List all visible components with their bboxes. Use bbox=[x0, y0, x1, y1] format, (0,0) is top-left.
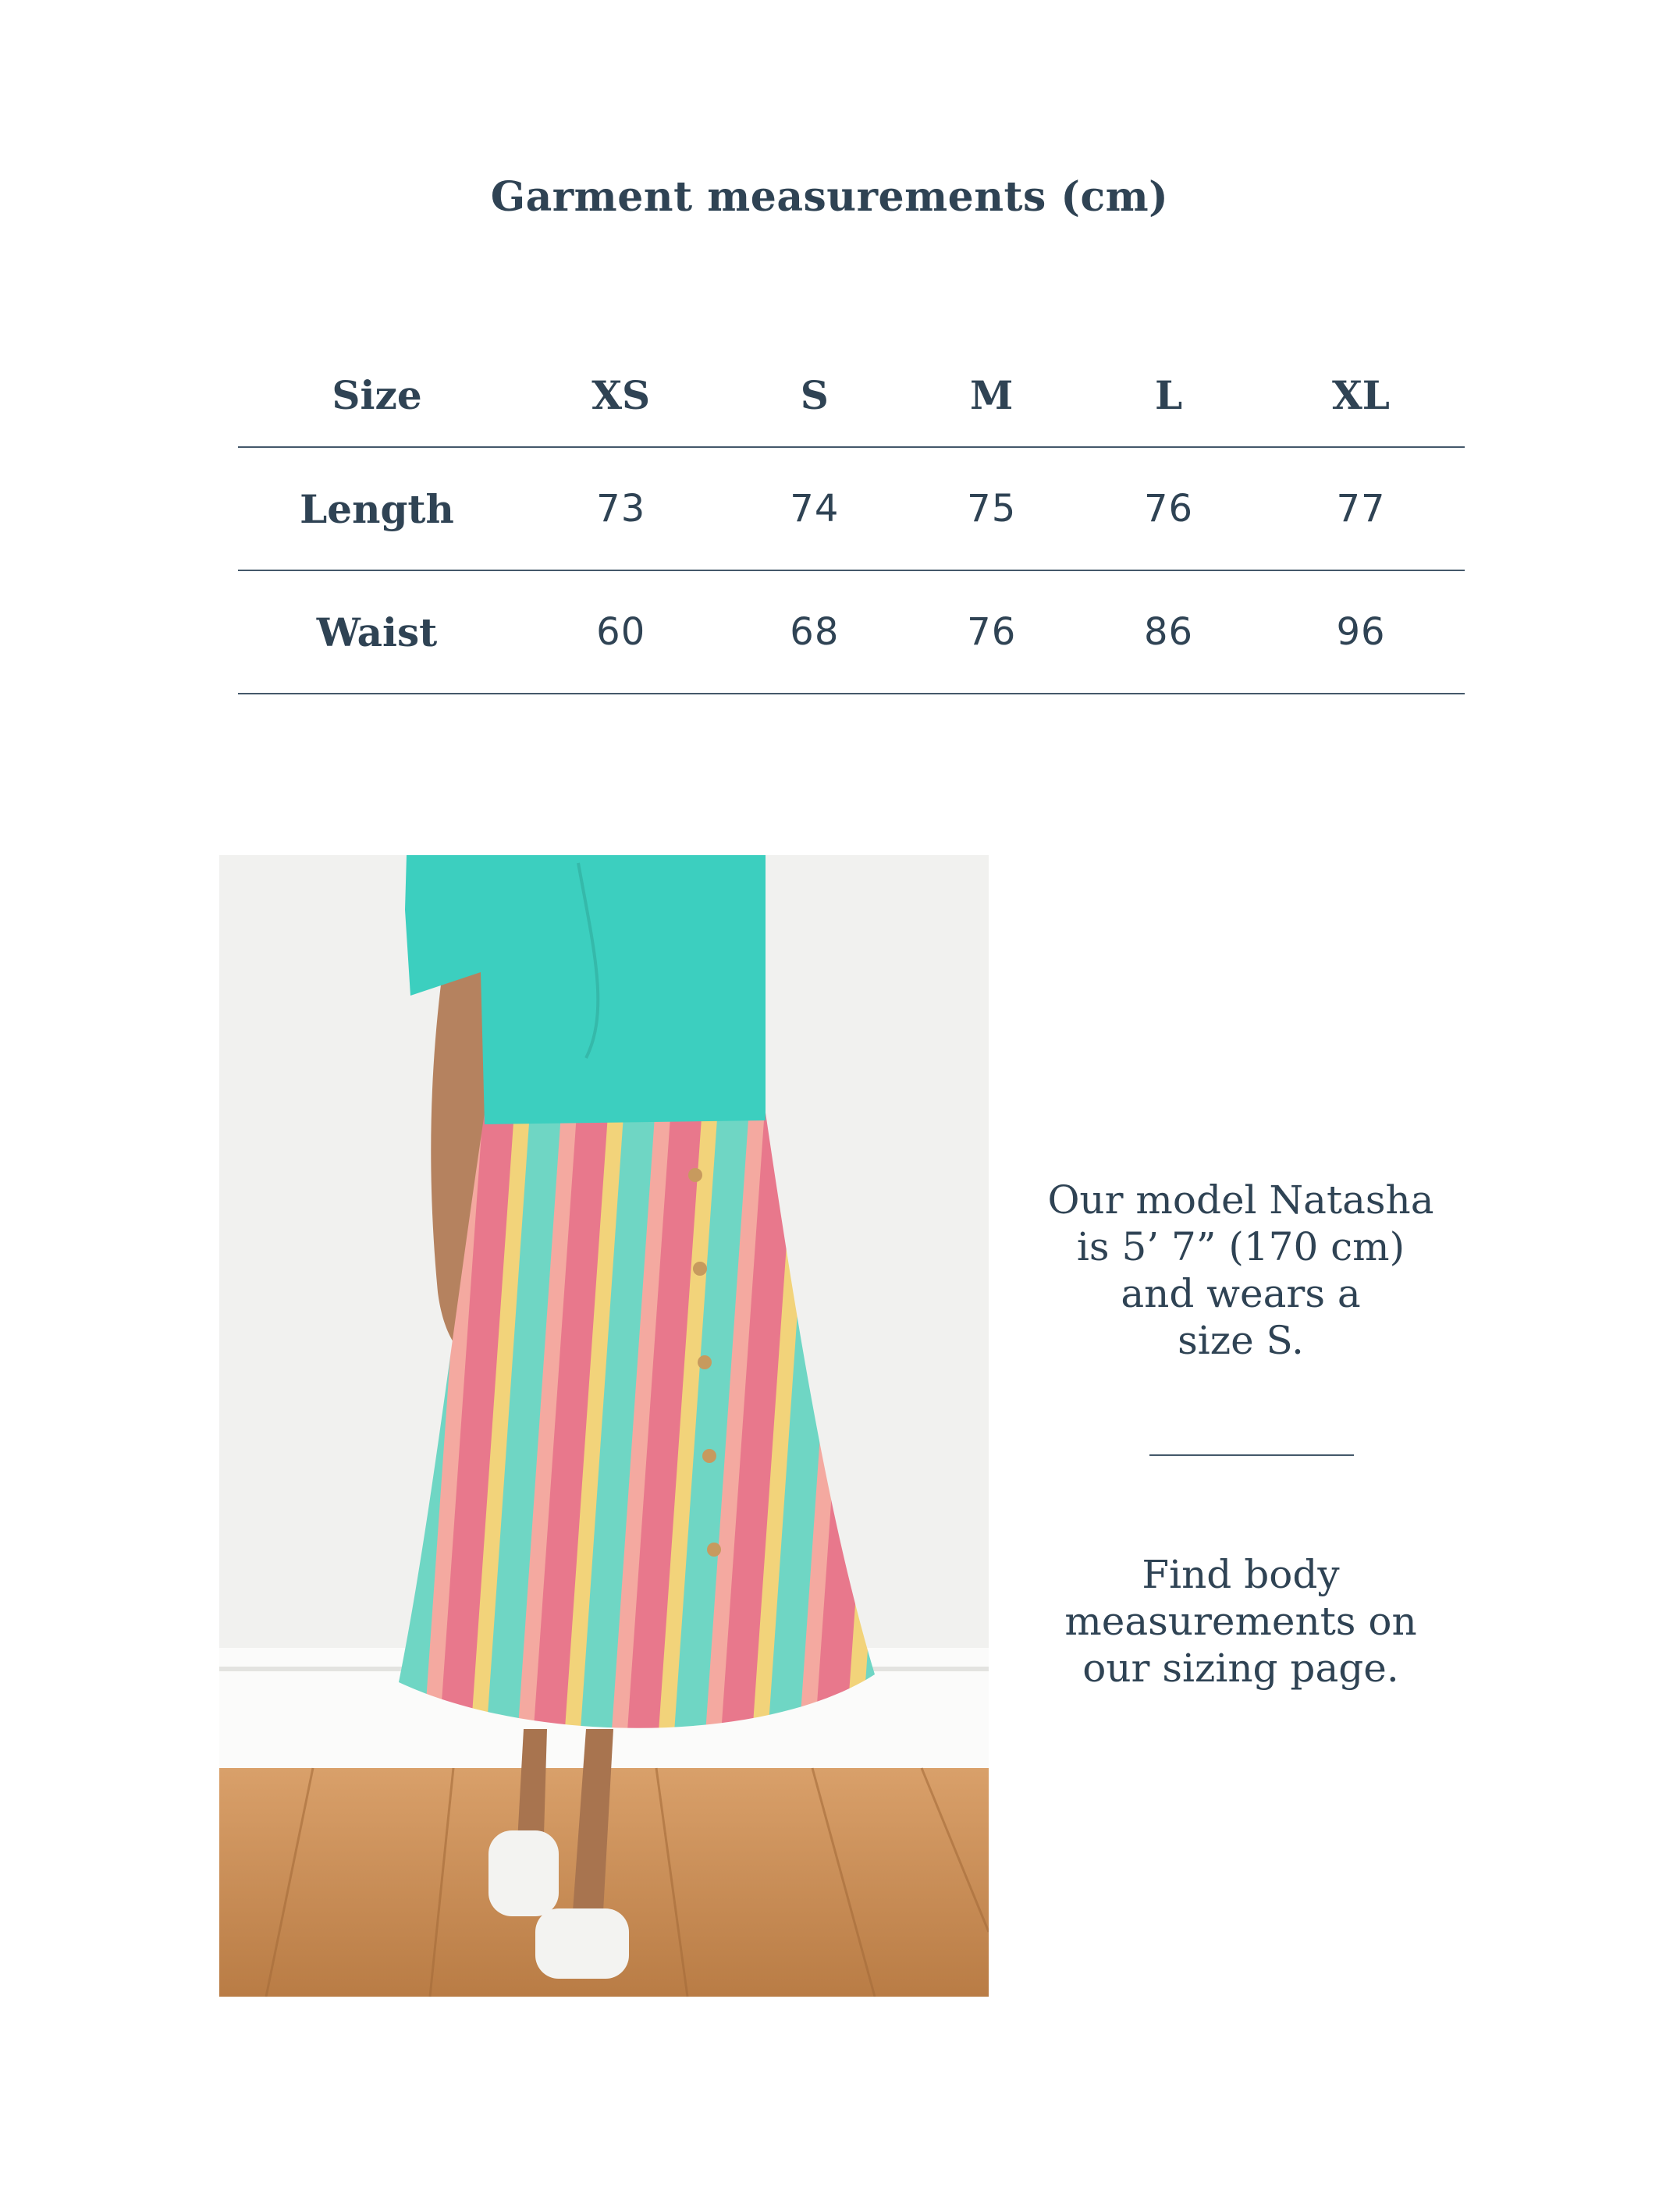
header-cell-xs: XS bbox=[516, 343, 726, 447]
table-cell: 74 bbox=[726, 447, 903, 570]
header-cell-xl: XL bbox=[1257, 343, 1465, 447]
table-cell: 76 bbox=[1080, 447, 1257, 570]
table-cell: 96 bbox=[1257, 570, 1465, 694]
header-cell-size: Size bbox=[238, 343, 516, 447]
table-header-row bbox=[238, 343, 1465, 447]
row-label-waist: Waist bbox=[238, 570, 516, 694]
body-note-line: our sizing page. bbox=[1082, 1646, 1399, 1691]
body-note-line: measurements on bbox=[1064, 1599, 1417, 1644]
table-cell: 86 bbox=[1080, 570, 1257, 694]
table-cell: 73 bbox=[516, 447, 726, 570]
model-size-note bbox=[1014, 1177, 1467, 1364]
model-illustration bbox=[219, 855, 989, 1997]
header-cell-l: L bbox=[1080, 343, 1257, 447]
body-note-line: Find body bbox=[1142, 1552, 1340, 1597]
model-note-line: is 5’ 7” (170 cm) bbox=[1076, 1224, 1405, 1269]
row-label-length: Length bbox=[238, 447, 516, 570]
sandal-left bbox=[488, 1830, 559, 1916]
model-note-line: and wears a bbox=[1121, 1271, 1361, 1316]
table-cell: 77 bbox=[1257, 447, 1465, 570]
model-note-line: size S. bbox=[1178, 1318, 1304, 1363]
page-title: Garment measurements (cm) bbox=[490, 173, 1169, 221]
header-cell-m: M bbox=[903, 343, 1080, 447]
table-cell: 76 bbox=[903, 570, 1080, 694]
body-measurements-note bbox=[1014, 1551, 1467, 1692]
table-row-waist bbox=[238, 570, 1465, 694]
measurements-table bbox=[238, 343, 1465, 694]
sandal-right bbox=[535, 1908, 629, 1979]
header-cell-s: S bbox=[726, 343, 903, 447]
table-cell: 60 bbox=[516, 570, 726, 694]
table-row-length bbox=[238, 447, 1465, 570]
model-photo bbox=[219, 855, 989, 1997]
table-cell: 75 bbox=[903, 447, 1080, 570]
model-note-line: Our model Natasha bbox=[1047, 1177, 1434, 1223]
table-cell: 68 bbox=[726, 570, 903, 694]
divider bbox=[1149, 1454, 1354, 1456]
